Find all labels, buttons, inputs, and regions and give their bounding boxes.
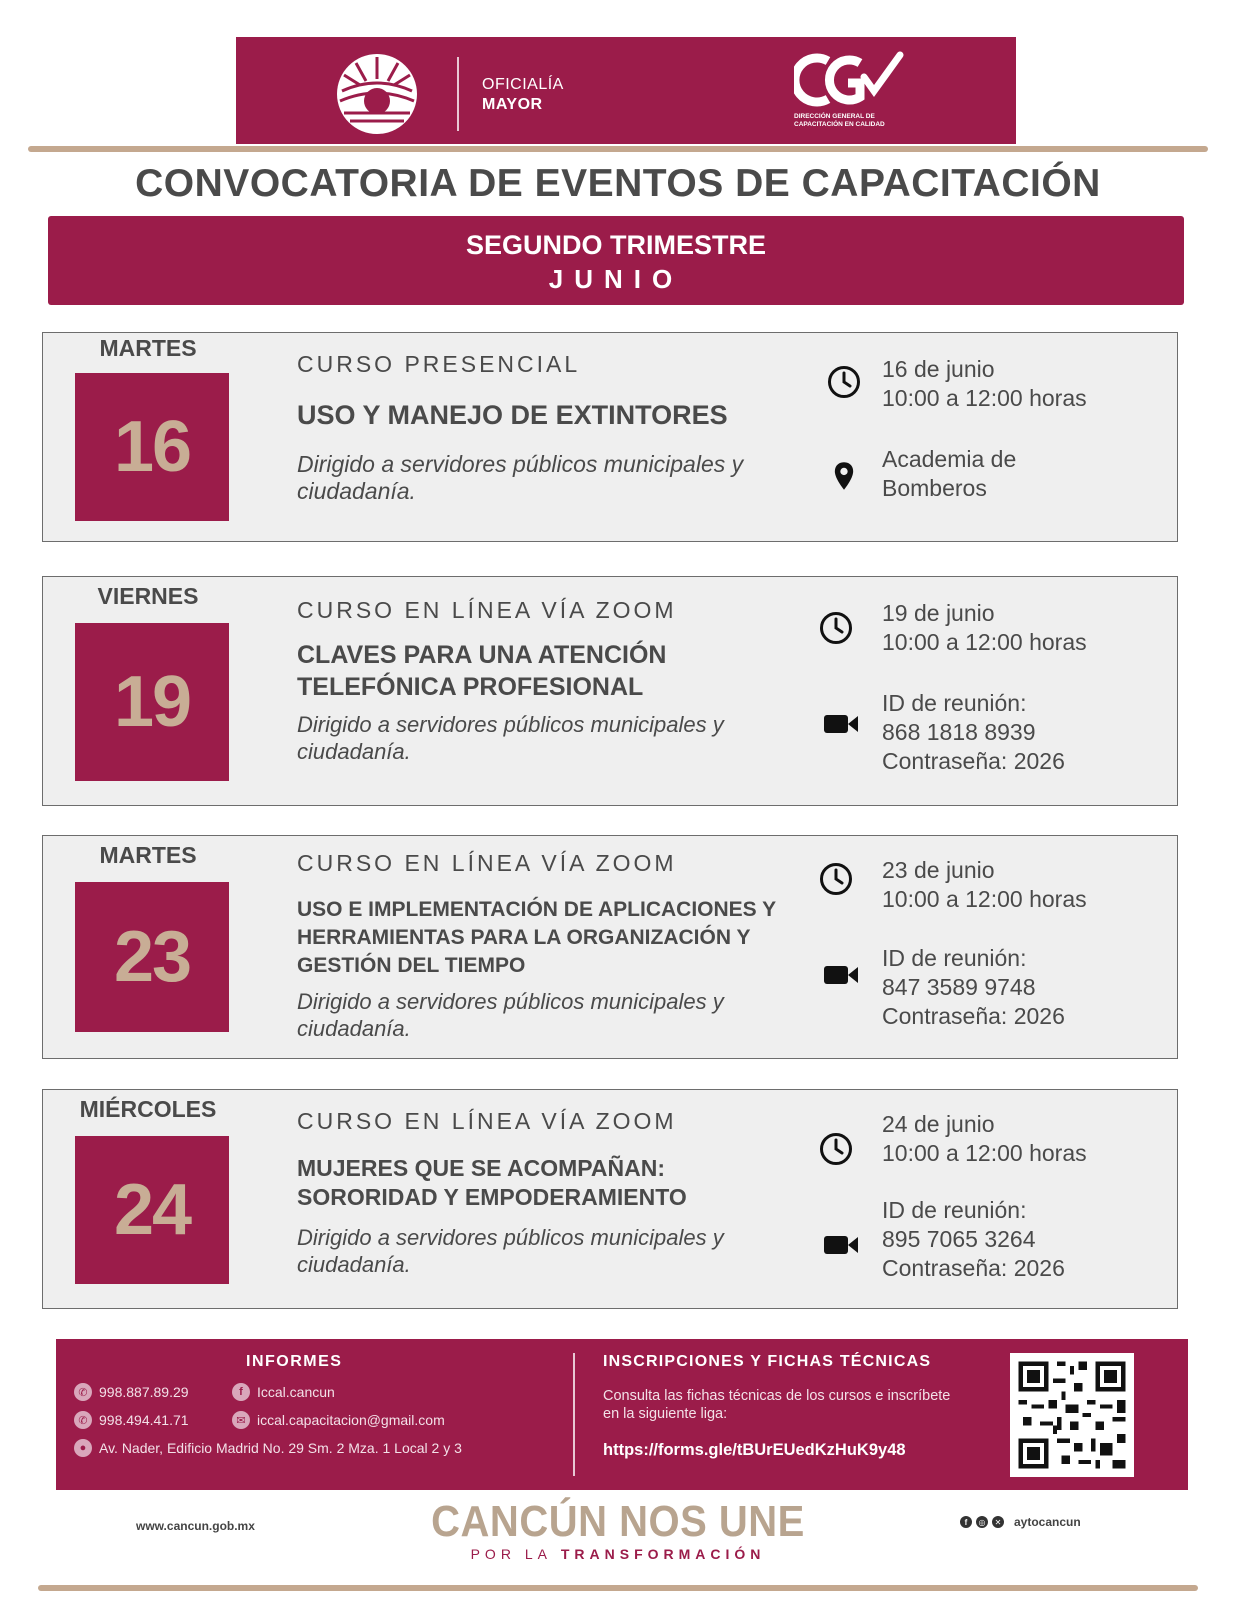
- event-modality: CURSO EN LÍNEA VÍA ZOOM: [297, 850, 677, 876]
- footer-divider: [573, 1353, 575, 1476]
- slogan-sub-light: POR LA: [470, 1546, 552, 1562]
- clock-icon: [819, 862, 853, 896]
- event-audience: Dirigido a servidores públicos municipales y ciudadanía.: [297, 451, 744, 504]
- event-day-name: VIERNES: [97, 583, 199, 609]
- video-camera-icon: [823, 964, 859, 986]
- slogan-main: CANCÚN NOS UNE: [431, 1498, 805, 1546]
- event-time: 10:00 a 12:00 horas: [882, 385, 1087, 411]
- whatsapp-icon: ✆: [74, 1411, 92, 1429]
- event-card: [42, 835, 1178, 1059]
- phone-number-1[interactable]: 998.887.89.29: [99, 1384, 189, 1400]
- event-schedule: [882, 599, 1087, 657]
- event-title: MUJERES QUE SE ACOMPAÑAN: SORORIDAD Y EMPODERAMIENTO: [297, 1155, 687, 1210]
- event-day-name: MARTES: [99, 335, 197, 361]
- website-url[interactable]: www.cancun.gob.mx: [136, 1519, 255, 1533]
- event-day-number: 23: [113, 917, 191, 997]
- address-text: Av. Nader, Edificio Madrid No. 29 Sm. 2 Mza. 1 Local 2 y 3: [99, 1440, 462, 1456]
- bottom-divider-rule: [38, 1585, 1198, 1591]
- event-date-box: [75, 373, 229, 521]
- address-row: [74, 1439, 462, 1457]
- period-month: JUNIO: [548, 264, 684, 294]
- event-modality: CURSO EN LÍNEA VÍA ZOOM: [297, 1108, 677, 1134]
- header-banner: [236, 37, 1016, 144]
- org-line-1: OFICIALÍA: [482, 76, 564, 93]
- email-address[interactable]: iccal.capacitacion@gmail.com: [257, 1412, 445, 1428]
- email-icon: ✉: [232, 1411, 250, 1429]
- event-audience: Dirigido a servidores públicos municipales y ciudadanía.: [297, 712, 724, 764]
- phone-row-1: [74, 1383, 189, 1401]
- meeting-id-label: ID de reunión:: [882, 945, 1027, 971]
- location-pin-icon: [833, 461, 855, 491]
- event-meeting-info: [882, 689, 1065, 776]
- event-time: 10:00 a 12:00 horas: [882, 886, 1087, 912]
- event-title: CLAVES PARA UNA ATENCIÓN TELEFÓNICA PROFESIONAL: [297, 641, 667, 701]
- instagram-icon[interactable]: ◎: [976, 1516, 988, 1528]
- clock-icon: [819, 611, 853, 645]
- footer-info-banner: [56, 1339, 1188, 1490]
- event-modality: CURSO EN LÍNEA VÍA ZOOM: [297, 597, 677, 623]
- x-icon[interactable]: ✕: [992, 1516, 1004, 1528]
- social-handle[interactable]: aytocancun: [1014, 1515, 1081, 1529]
- facebook-icon[interactable]: f: [960, 1516, 972, 1528]
- org-line-2: MAYOR: [482, 96, 543, 113]
- page-title: CONVOCATORIA DE EVENTOS DE CAPACITACIÓN: [135, 162, 1101, 205]
- cancun-sun-logo-icon: [336, 53, 418, 135]
- meeting-id: 868 1818 8939: [882, 719, 1036, 745]
- facebook-row: [232, 1383, 335, 1401]
- location-icon: ●: [74, 1439, 92, 1457]
- qr-code[interactable]: [1010, 1353, 1134, 1477]
- event-schedule: [882, 856, 1087, 914]
- event-meeting-info: [882, 944, 1065, 1031]
- informes-title: INFORMES: [246, 1353, 343, 1370]
- ccq-caption-line-1: DIRECCIÓN GENERAL DE: [794, 113, 875, 120]
- event-date-box: [75, 623, 229, 781]
- phone-row-2: [74, 1411, 189, 1429]
- event-date: 23 de junio: [882, 857, 995, 883]
- video-camera-icon: [823, 713, 859, 735]
- clock-icon: [827, 365, 861, 399]
- inscripciones-description: Consulta las fichas técnicas de los cursos e inscríbete en la siguiente liga:: [603, 1388, 951, 1422]
- event-day-number: 16: [113, 407, 191, 487]
- social-media-row: [960, 1515, 1081, 1529]
- event-schedule: [882, 1110, 1087, 1168]
- ccq-logo-icon: [794, 51, 906, 109]
- period-banner: [48, 216, 1184, 305]
- event-date: 19 de junio: [882, 600, 995, 626]
- qr-code-icon: [1010, 1353, 1134, 1477]
- oficialia-mayor-label: [482, 75, 564, 115]
- event-location-line-2: Bomberos: [882, 475, 987, 501]
- facebook-icon: f: [232, 1383, 250, 1401]
- event-title: USO E IMPLEMENTACIÓN DE APLICACIONES Y HERRAMIENTAS PARA LA ORGANIZACIÓN Y GESTIÓN DEL TIEMPO: [297, 898, 776, 977]
- email-row: [232, 1411, 445, 1429]
- event-day-number: 24: [113, 1170, 191, 1250]
- event-time: 10:00 a 12:00 horas: [882, 629, 1087, 655]
- meeting-password: Contraseña: 2026: [882, 748, 1065, 774]
- event-audience: Dirigido a servidores públicos municipales y ciudadanía.: [297, 1225, 724, 1277]
- meeting-id: 847 3589 9748: [882, 974, 1036, 1000]
- phone-number-2[interactable]: 998.494.41.71: [99, 1412, 189, 1428]
- slogan-sub: [0, 1546, 1236, 1562]
- inscripciones-title: INSCRIPCIONES Y FICHAS TÉCNICAS: [603, 1353, 932, 1370]
- event-date: 16 de junio: [882, 356, 995, 382]
- event-time: 10:00 a 12:00 horas: [882, 1140, 1087, 1166]
- event-card: [42, 1089, 1178, 1309]
- clock-icon: [819, 1132, 853, 1166]
- event-location: [882, 445, 1016, 503]
- ccq-caption: [794, 113, 924, 129]
- event-audience: Dirigido a servidores públicos municipales y ciudadanía.: [297, 989, 724, 1041]
- event-day-name: MARTES: [99, 842, 197, 868]
- header-divider: [457, 57, 459, 131]
- meeting-password: Contraseña: 2026: [882, 1255, 1065, 1281]
- event-day-name: MIÉRCOLES: [79, 1096, 217, 1122]
- event-modality: CURSO PRESENCIAL: [297, 351, 581, 377]
- event-day-number: 19: [113, 662, 191, 742]
- header-divider-rule: [28, 146, 1208, 152]
- facebook-handle[interactable]: Iccal.cancun: [257, 1384, 335, 1400]
- event-date-box: [75, 1136, 229, 1284]
- meeting-password: Contraseña: 2026: [882, 1003, 1065, 1029]
- event-schedule: [882, 355, 1087, 413]
- event-date-box: [75, 882, 229, 1032]
- registration-link[interactable]: https://forms.gle/tBUrEUedKzHuK9y48: [603, 1441, 906, 1459]
- event-title: USO Y MANEJO DE EXTINTORES: [297, 400, 728, 430]
- period-quarter: SEGUNDO TRIMESTRE: [465, 230, 767, 260]
- phone-icon: ✆: [74, 1383, 92, 1401]
- event-location-line-1: Academia de: [882, 446, 1017, 472]
- event-meeting-info: [882, 1196, 1065, 1283]
- event-date: 24 de junio: [882, 1111, 995, 1137]
- event-card: [42, 332, 1178, 542]
- video-camera-icon: [823, 1234, 859, 1256]
- meeting-id-label: ID de reunión:: [882, 690, 1027, 716]
- slogan-sub-bold: TRANSFORMACIÓN: [560, 1546, 766, 1562]
- meeting-id-label: ID de reunión:: [882, 1197, 1027, 1223]
- ccq-caption-line-2: CAPACITACIÓN EN CALIDAD: [794, 121, 885, 128]
- meeting-id: 895 7065 3264: [882, 1226, 1036, 1252]
- event-card: [42, 576, 1178, 806]
